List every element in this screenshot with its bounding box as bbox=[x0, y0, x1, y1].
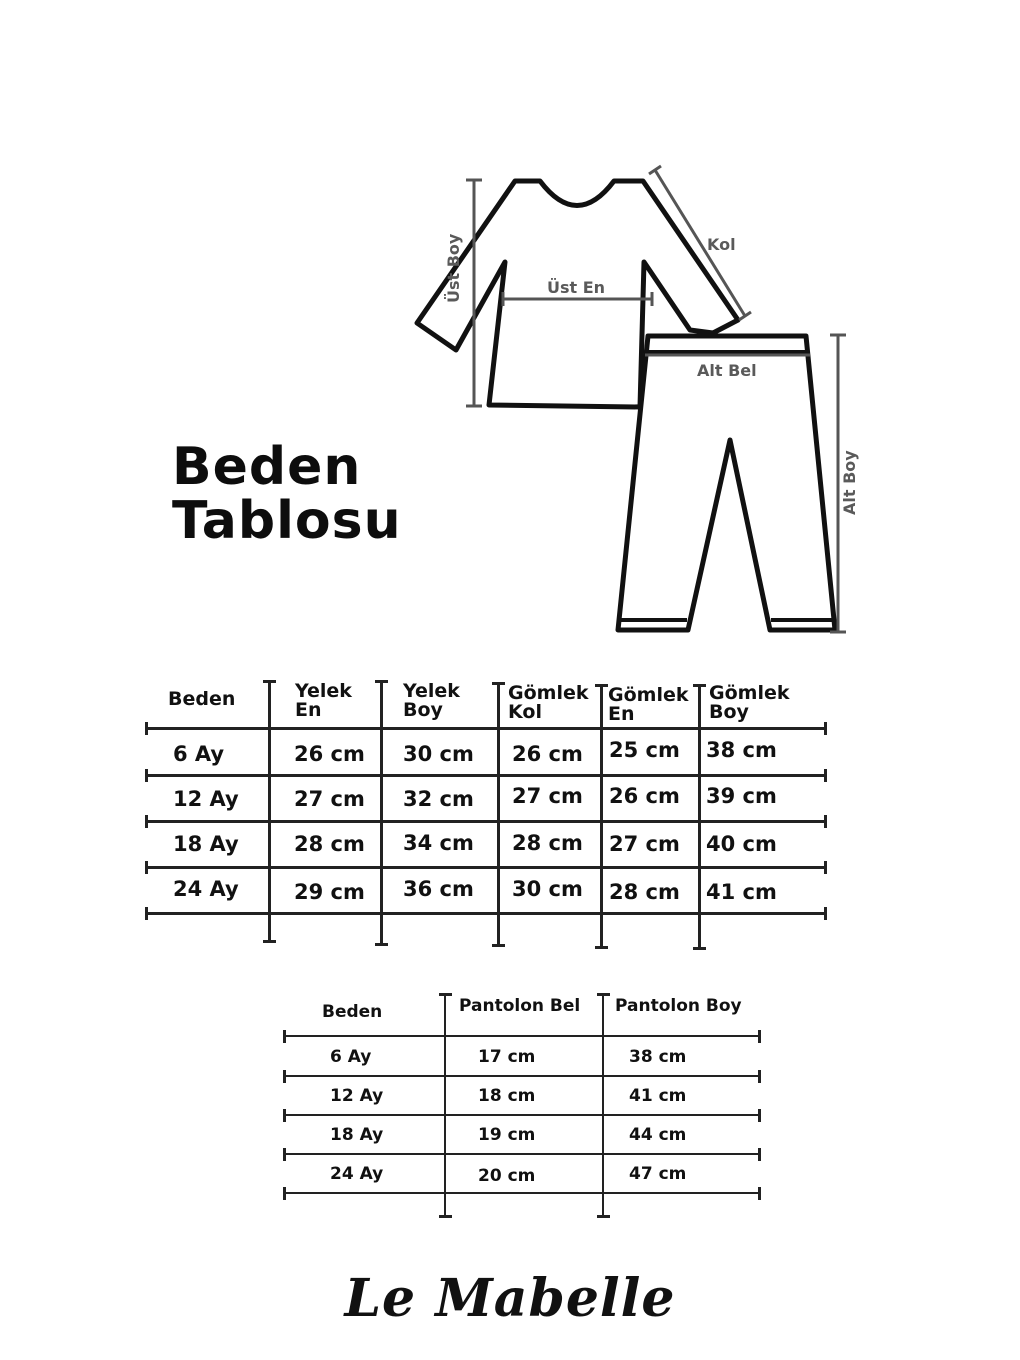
pants-size-table bbox=[280, 990, 765, 1220]
header-gomlek-boy: Gömlek Boy bbox=[709, 682, 790, 723]
table-cell: 25 cm bbox=[609, 738, 680, 762]
table-cell: 24 Ay bbox=[173, 877, 239, 901]
table-cell: 12 Ay bbox=[173, 787, 239, 811]
table-cell: 27 cm bbox=[294, 787, 365, 811]
table-cell: 41 cm bbox=[706, 880, 777, 904]
label-kol: Kol bbox=[707, 235, 736, 254]
table-cell: 30 cm bbox=[403, 742, 474, 766]
page-title bbox=[172, 437, 402, 551]
table-cell: 20 cm bbox=[478, 1166, 536, 1186]
table-col-divider bbox=[380, 680, 383, 946]
table-cell: 29 cm bbox=[294, 880, 365, 904]
table-cell: 44 cm bbox=[629, 1125, 687, 1145]
table-cell: 28 cm bbox=[512, 831, 583, 855]
table-cell: 28 cm bbox=[609, 880, 680, 904]
table-row-divider bbox=[145, 866, 827, 869]
label-ust-en: Üst En bbox=[547, 278, 606, 297]
header-gomlek-en: Gömlek En bbox=[608, 684, 689, 725]
table-row-divider bbox=[283, 1075, 761, 1077]
header-beden: Beden bbox=[168, 688, 236, 710]
table-row-divider bbox=[283, 1153, 761, 1155]
header-yelek-boy: Yelek Boy bbox=[403, 680, 460, 721]
table-cell: 17 cm bbox=[478, 1047, 536, 1067]
table-cell: 38 cm bbox=[629, 1047, 687, 1067]
pants-outline bbox=[618, 336, 835, 630]
table-cell: 27 cm bbox=[512, 784, 583, 808]
title-line-2: Tablosu bbox=[172, 491, 402, 551]
table-cell: 12 Ay bbox=[330, 1086, 384, 1106]
table-col-divider bbox=[268, 680, 271, 943]
table-col-divider bbox=[698, 684, 701, 950]
table-cell: 26 cm bbox=[512, 742, 583, 766]
brand-logo: Le Mabelle bbox=[344, 1268, 676, 1329]
garment-size-diagram bbox=[400, 150, 860, 650]
table-cell: 36 cm bbox=[403, 877, 474, 901]
table-cell: 18 Ay bbox=[173, 832, 239, 856]
table-row-divider bbox=[283, 1192, 761, 1194]
header-pantolon-bel: Pantolon Bel bbox=[459, 996, 581, 1016]
top-size-table bbox=[140, 672, 830, 952]
table-cell: 39 cm bbox=[706, 784, 777, 808]
table-cell: 40 cm bbox=[706, 832, 777, 856]
table-cell: 38 cm bbox=[706, 738, 777, 762]
table-cell: 41 cm bbox=[629, 1086, 687, 1106]
title-line-1: Beden bbox=[172, 437, 362, 497]
table-row-divider bbox=[145, 820, 827, 823]
header-beden: Beden bbox=[322, 1002, 383, 1022]
table-cell: 26 cm bbox=[294, 742, 365, 766]
table-cell: 28 cm bbox=[294, 832, 365, 856]
table-cell: 30 cm bbox=[512, 877, 583, 901]
table-col-divider bbox=[444, 993, 446, 1218]
kol-measure bbox=[649, 166, 751, 320]
table-cell: 47 cm bbox=[629, 1164, 687, 1184]
table-col-divider bbox=[602, 993, 604, 1218]
header-yelek-en: Yelek En bbox=[295, 680, 352, 721]
table-col-divider bbox=[497, 682, 500, 947]
table-cell: 32 cm bbox=[403, 787, 474, 811]
header-gomlek-kol: Gömlek Kol bbox=[508, 682, 589, 723]
table-cell: 26 cm bbox=[609, 784, 680, 808]
table-cell: 19 cm bbox=[478, 1125, 536, 1145]
table-row-divider bbox=[145, 727, 827, 730]
table-cell: 18 cm bbox=[478, 1086, 536, 1106]
table-row-divider bbox=[283, 1035, 761, 1037]
header-pantolon-boy: Pantolon Boy bbox=[615, 996, 742, 1016]
ust-boy-measure bbox=[466, 180, 482, 406]
label-alt-bel: Alt Bel bbox=[697, 361, 757, 380]
label-ust-boy: Üst Boy bbox=[444, 233, 463, 303]
label-alt-boy: Alt Boy bbox=[840, 450, 859, 515]
table-cell: 24 Ay bbox=[330, 1164, 384, 1184]
table-cell: 18 Ay bbox=[330, 1125, 384, 1145]
table-col-divider bbox=[600, 684, 603, 949]
table-row-divider bbox=[145, 774, 827, 777]
table-cell: 34 cm bbox=[403, 831, 474, 855]
table-row-divider bbox=[283, 1114, 761, 1116]
table-cell: 6 Ay bbox=[173, 742, 225, 766]
table-cell: 6 Ay bbox=[330, 1047, 372, 1067]
table-row-divider bbox=[145, 912, 827, 915]
table-cell: 27 cm bbox=[609, 832, 680, 856]
